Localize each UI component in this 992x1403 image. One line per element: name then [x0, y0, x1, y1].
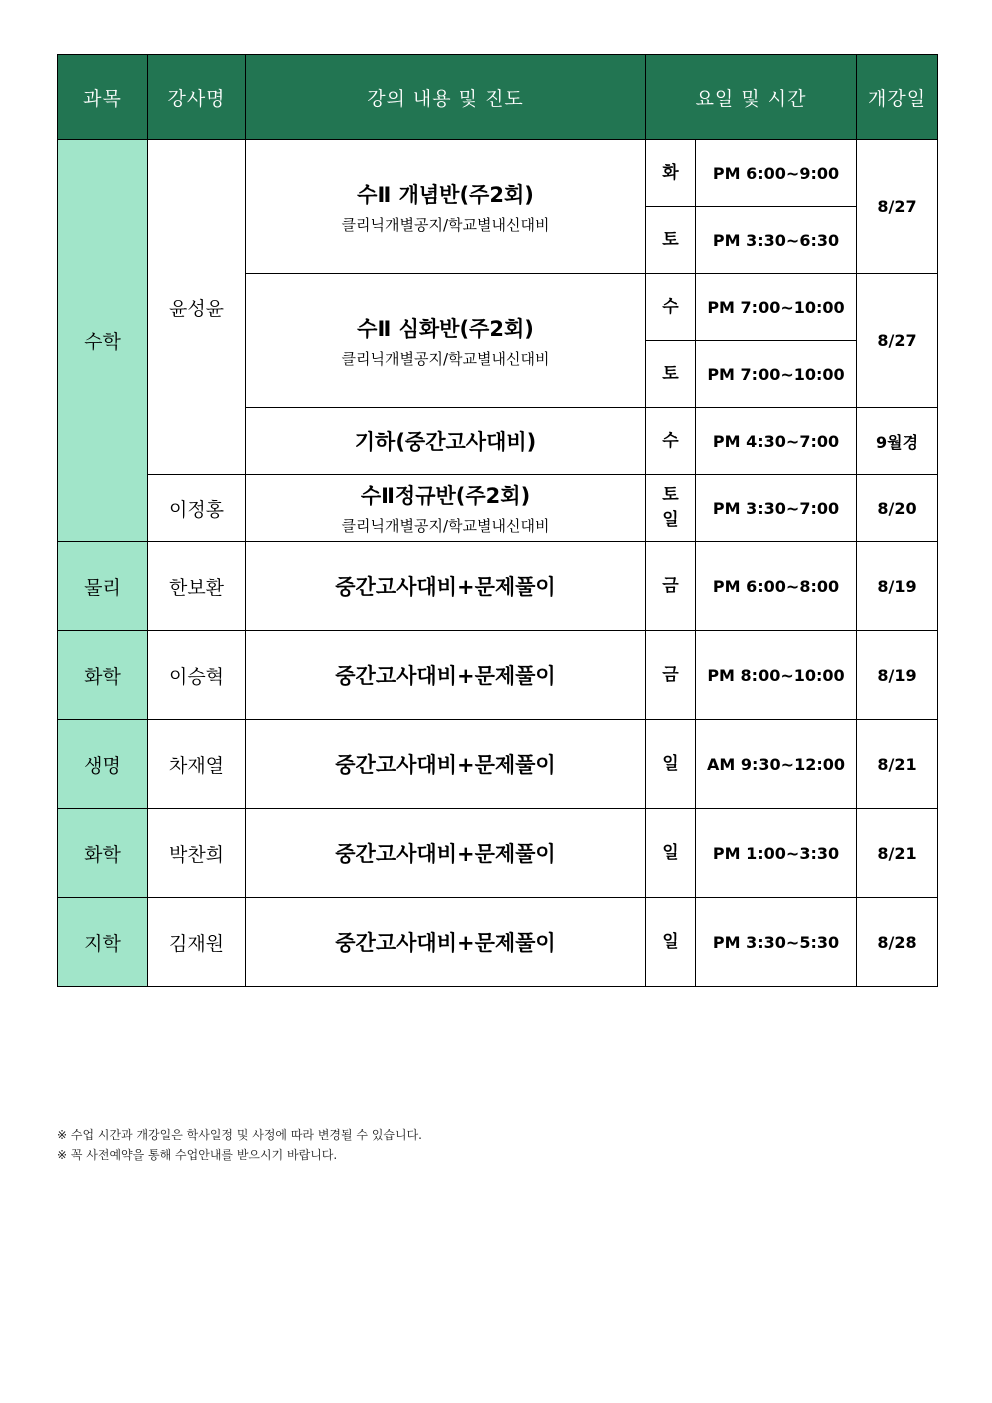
header-subject: 과목: [58, 55, 148, 140]
time-cell: PM 7:00~10:00: [696, 341, 857, 408]
start-date-cell: 8/21: [857, 809, 938, 898]
start-date-cell: 8/19: [857, 631, 938, 720]
course-title: 수Ⅱ 심화반(주2회): [357, 316, 534, 341]
subject-cell: 지학: [58, 898, 148, 987]
day-cell: 일: [646, 898, 696, 987]
footnote: ※ 꼭 사전예약을 통해 수업안내를 받으시기 바랍니다.: [57, 1148, 338, 1162]
table-row: [58, 631, 938, 720]
footnote: ※ 수업 시간과 개강일은 학사일정 및 사정에 따라 변경될 수 있습니다.: [57, 1128, 422, 1142]
course-content: [246, 408, 646, 475]
course-title: 중간고사대비+문제풀이: [335, 575, 556, 599]
day-cell: 금: [646, 542, 696, 631]
teacher-cell: 박찬희: [148, 809, 246, 898]
course-content: [246, 475, 646, 542]
teacher-cell: 김재원: [148, 898, 246, 987]
table-row: [58, 809, 938, 898]
day-cell: 일: [646, 809, 696, 898]
course-content: [246, 720, 646, 809]
table-row: [58, 720, 938, 809]
course-title: 수Ⅱ 개념반(주2회): [357, 182, 534, 207]
header-teacher: 강사명: [148, 55, 246, 140]
day-cell: 일: [646, 720, 696, 809]
course-content: [246, 809, 646, 898]
time-cell: PM 3:30~7:00: [696, 475, 857, 542]
course-title: 중간고사대비+문제풀이: [335, 753, 556, 777]
table-row: [58, 898, 938, 987]
teacher-cell: 이정홍: [148, 475, 246, 542]
course-title: 수Ⅱ정규반(주2회): [360, 484, 531, 508]
day-cell: [646, 475, 696, 542]
course-title: 중간고사대비+문제풀이: [335, 664, 556, 688]
day-label: 일: [662, 510, 679, 530]
time-cell: PM 6:00~8:00: [696, 542, 857, 631]
start-date-cell: 8/19: [857, 542, 938, 631]
day-label: 토: [662, 485, 679, 505]
course-title: 중간고사대비+문제풀이: [335, 931, 556, 955]
time-cell: PM 6:00~9:00: [696, 140, 857, 207]
course-title: 중간고사대비+문제풀이: [335, 842, 556, 866]
header-content: 강의 내용 및 진도: [246, 55, 646, 140]
teacher-cell: 윤성윤: [148, 140, 246, 475]
header-schedule: 요일 및 시간: [646, 55, 857, 140]
start-date-cell: 8/20: [857, 475, 938, 542]
subject-cell: 화학: [58, 631, 148, 720]
day-cell: 토: [646, 341, 696, 408]
table-row: [58, 542, 938, 631]
subject-cell: 화학: [58, 809, 148, 898]
day-cell: 수: [646, 408, 696, 475]
time-cell: PM 3:30~6:30: [696, 207, 857, 274]
table-header-row: [58, 55, 938, 140]
header-start: 개강일: [857, 55, 938, 140]
schedule-table: [57, 54, 938, 987]
teacher-cell: 차재열: [148, 720, 246, 809]
footnotes: [57, 1125, 422, 1165]
course-content: [246, 898, 646, 987]
start-date-cell: 8/28: [857, 898, 938, 987]
course-content: [246, 542, 646, 631]
day-cell: 수: [646, 274, 696, 341]
start-date-cell: 8/27: [857, 140, 938, 274]
time-cell: PM 1:00~3:30: [696, 809, 857, 898]
start-date-cell: 8/21: [857, 720, 938, 809]
time-cell: PM 7:00~10:00: [696, 274, 857, 341]
time-cell: PM 3:30~5:30: [696, 898, 857, 987]
teacher-cell: 한보환: [148, 542, 246, 631]
subject-cell: 물리: [58, 542, 148, 631]
course-content: [246, 631, 646, 720]
day-cell: 화: [646, 140, 696, 207]
time-cell: PM 4:30~7:00: [696, 408, 857, 475]
day-cell: 토: [646, 207, 696, 274]
course-note: 클리닉개별공지/학교별내신대비: [341, 349, 550, 368]
course-content: [246, 140, 646, 274]
course-title: 기하(중간고사대비): [354, 430, 537, 454]
start-date-cell: 8/27: [857, 274, 938, 408]
teacher-cell: 이승혁: [148, 631, 246, 720]
subject-cell: 수학: [58, 140, 148, 542]
day-cell: 금: [646, 631, 696, 720]
course-note: 클리닉개별공지/학교별내신대비: [341, 215, 550, 234]
start-date-cell: 9월경: [857, 408, 938, 475]
subject-cell: 생명: [58, 720, 148, 809]
course-content: [246, 274, 646, 408]
course-note: 클리닉개별공지/학교별내신대비: [341, 517, 550, 535]
time-cell: AM 9:30~12:00: [696, 720, 857, 809]
table-row: [58, 140, 938, 207]
time-cell: PM 8:00~10:00: [696, 631, 857, 720]
